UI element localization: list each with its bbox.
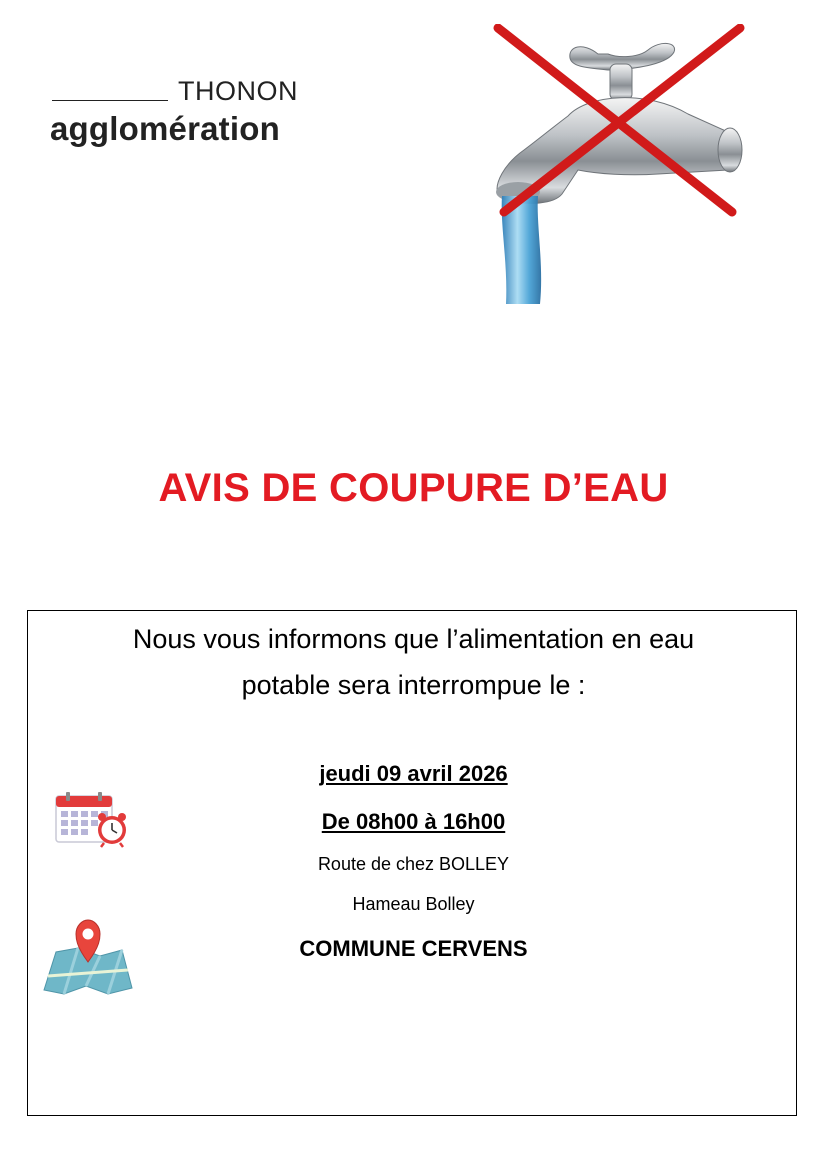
calendar-clock-icon bbox=[52, 790, 132, 850]
map-pin-icon bbox=[42, 918, 134, 996]
outage-hours: De 08h00 à 16h00 bbox=[321, 809, 506, 834]
notice-title: AVIS DE COUPURE D’EAU bbox=[158, 466, 669, 510]
notice-intro bbox=[0, 616, 827, 708]
outage-road: Route de chez BOLLEY bbox=[317, 854, 510, 874]
outage-hamlet: Hameau Bolley bbox=[352, 894, 475, 914]
logo-thonon: THONON bbox=[178, 76, 298, 106]
logo-rule bbox=[52, 100, 168, 101]
intro-line-1: Nous vous informons que l’alimentation en eau bbox=[132, 624, 695, 654]
intro-line-2: potable sera interrompue le : bbox=[241, 670, 586, 700]
outage-commune: COMMUNE CERVENS bbox=[299, 936, 528, 961]
crossed-faucet-icon bbox=[488, 24, 748, 308]
outage-date: jeudi 09 avril 2026 bbox=[319, 761, 508, 786]
thonon-agglomeration-logo bbox=[50, 76, 320, 156]
logo-agglomeration: agglomération bbox=[50, 110, 280, 147]
